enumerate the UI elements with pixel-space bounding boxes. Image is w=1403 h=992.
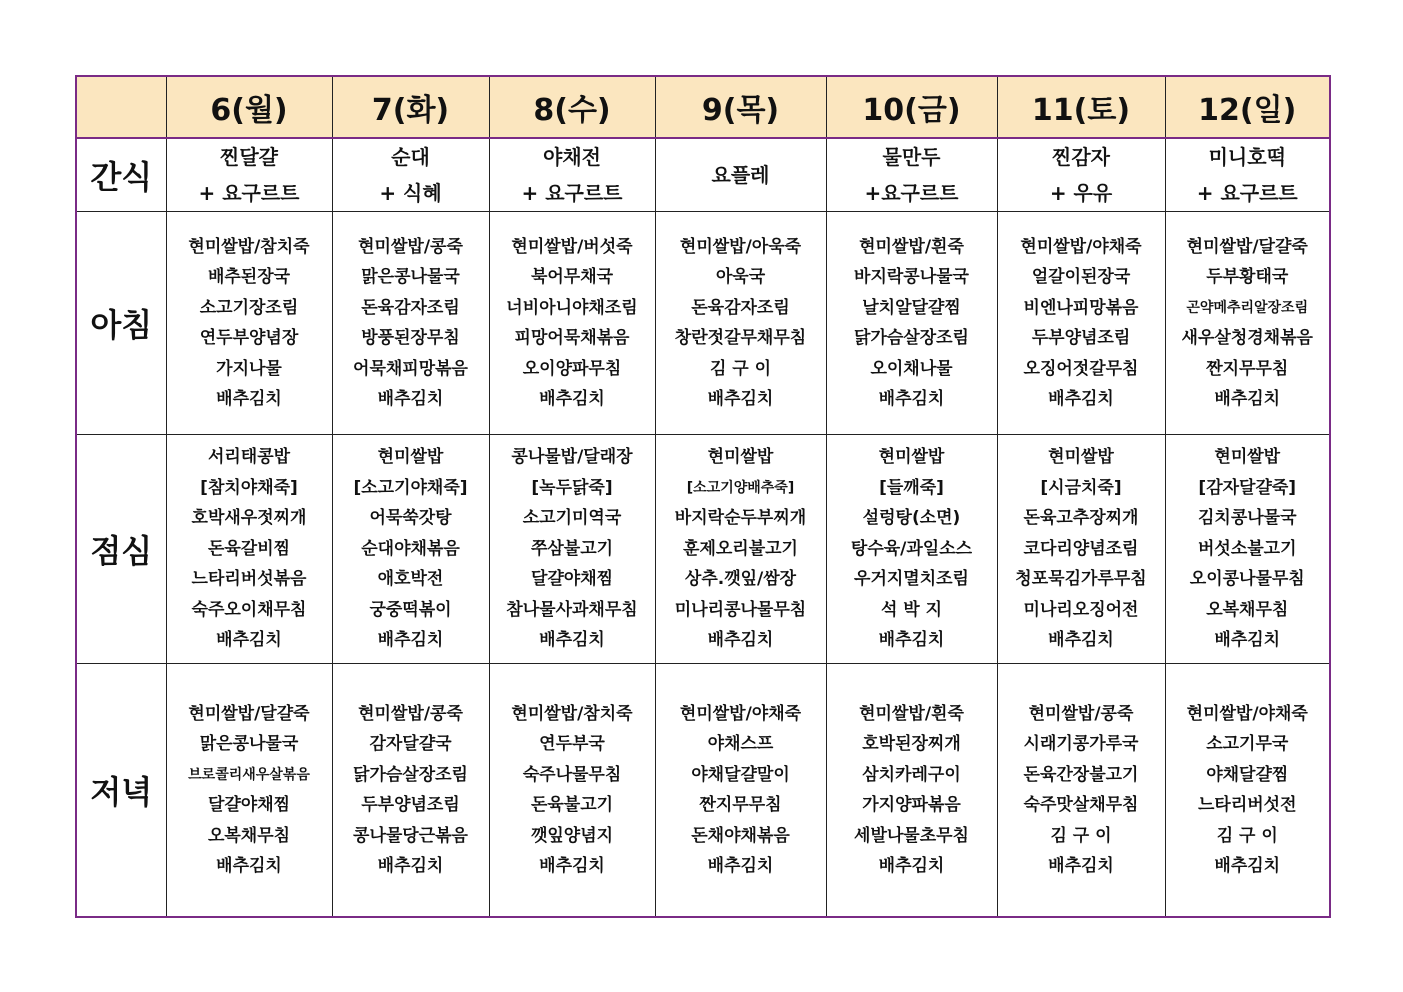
menu-item: + 요구르트: [1196, 181, 1298, 205]
meal-cell: [166, 664, 332, 918]
menu-item: 느타리버섯전: [1197, 795, 1297, 815]
snack-cell: [655, 138, 826, 212]
menu-item: 김 구 이: [1050, 825, 1112, 846]
menu-item: 참나물사과채무침: [506, 599, 638, 620]
menu-item: 소고기장조림: [199, 297, 299, 318]
menu-item: [소고기양배추죽]: [686, 479, 795, 496]
meal-cell: [489, 435, 655, 664]
meal-cell: [997, 212, 1165, 435]
menu-item: 가지양파볶음: [862, 795, 961, 815]
meal-label: 점심: [76, 435, 166, 664]
menu-item: 배추김치: [1048, 630, 1114, 651]
day-header-row: [76, 76, 1330, 138]
meal-row-lunch: [76, 435, 1330, 664]
menu-item: 물만두: [882, 145, 941, 169]
menu-item: 두부양념조림: [1031, 328, 1131, 348]
menu-item: + 요구르트: [198, 181, 300, 205]
menu-item: [녹두닭죽]: [531, 477, 613, 498]
meal-cell: [826, 212, 997, 435]
menu-item: 배추김치: [539, 856, 605, 876]
menu-item: 미나리콩나물무침: [674, 599, 807, 620]
meal-cell: [1165, 435, 1330, 664]
menu-item: 배추김치: [1214, 856, 1281, 876]
menu-item: 느타리버섯볶음: [191, 569, 307, 590]
menu-item: 미나리오징어전: [1023, 599, 1139, 620]
day-header: 6(월): [166, 76, 332, 138]
menu-item: 현미쌀밥/콩죽: [358, 236, 463, 257]
menu-item: 깻잎양념지: [530, 825, 614, 846]
menu-item: 짠지무무침: [1206, 358, 1289, 379]
menu-item: 비엔나피망볶음: [1023, 297, 1139, 318]
menu-item: 곤약메추리알장조림: [1186, 299, 1309, 316]
menu-item: + 요구르트: [521, 181, 623, 205]
meal-cell: [332, 664, 489, 918]
menu-item: + 식혜: [379, 181, 442, 205]
menu-item: 현미쌀밥/참치죽: [188, 236, 310, 257]
menu-item: 닭가슴살장조림: [353, 764, 468, 785]
menu-item: 배추김치: [216, 630, 282, 651]
menu-item: 창란젓갈무채무침: [674, 328, 807, 348]
menu-item: 돈육감자조림: [691, 297, 790, 318]
menu-item: 날치알달걀찜: [862, 297, 961, 318]
menu-item: 요플레: [711, 163, 770, 187]
menu-item: 훈제오리불고기: [683, 538, 798, 559]
menu-item: 코다리양념조림: [1023, 538, 1139, 559]
menu-item: 피망어묵채볶음: [514, 328, 630, 348]
meal-cell: [997, 435, 1165, 664]
menu-item: 찐감자: [1052, 145, 1110, 169]
corner-cell: [76, 76, 166, 138]
meal-label: 간식: [76, 138, 166, 212]
meal-cell: [826, 435, 997, 664]
menu-item: + 우유: [1049, 181, 1113, 205]
menu-item: 배추김치: [878, 856, 945, 876]
menu-item: 현미쌀밥/야채죽: [1186, 703, 1308, 724]
menu-item: 세발나물초무침: [854, 825, 969, 846]
meal-cell: [166, 435, 332, 664]
menu-item: 현미쌀밥: [878, 447, 945, 468]
menu-item: 배추김치: [878, 630, 945, 651]
weekly-menu-table: [75, 75, 1331, 918]
snack-cell: [166, 138, 332, 212]
menu-item: 연두부양념장: [199, 328, 299, 348]
menu-item: 배추김치: [216, 856, 282, 876]
menu-item: 김 구 이: [1216, 825, 1278, 846]
meal-cell: [166, 212, 332, 435]
menu-item: 현미쌀밥: [707, 447, 774, 468]
snack-cell: [1165, 138, 1330, 212]
menu-item: 호박된장찌개: [862, 734, 961, 754]
menu-item: 어묵쑥갓탕: [369, 508, 452, 529]
meal-row-snack: [76, 138, 1330, 212]
menu-item: 브로콜리새우살볶음: [188, 766, 310, 783]
menu-item: 탕수육/과일소스: [850, 538, 973, 559]
snack-cell: [489, 138, 655, 212]
menu-item: 배추김치: [878, 389, 945, 409]
menu-item: 콩나물밥/달래장: [511, 447, 633, 468]
day-header: 12(일): [1165, 76, 1330, 138]
menu-item: 짠지무무침: [699, 795, 782, 815]
menu-item: 아욱국: [715, 267, 766, 287]
menu-item: [참치야채죽]: [200, 477, 298, 498]
meal-cell: [655, 664, 826, 918]
menu-item: 미니호떡: [1208, 145, 1286, 169]
menu-item: 배추김치: [377, 630, 444, 651]
menu-item: 숙주맛살채무침: [1023, 795, 1139, 815]
menu-item: 방풍된장무침: [361, 328, 460, 348]
menu-item: 시래기콩가루국: [1023, 734, 1139, 754]
menu-item: 돈육갈비찜: [207, 538, 291, 559]
meal-label: 아침: [76, 212, 166, 435]
menu-item: 바지락콩나물국: [854, 267, 969, 287]
menu-item: 새우살청경채볶음: [1181, 328, 1313, 348]
menu-item: 소고기무국: [1206, 734, 1289, 754]
menu-item: 현미쌀밥/참치죽: [511, 703, 633, 724]
menu-item: 달걀야채찜: [530, 569, 614, 590]
menu-item: [시금치죽]: [1040, 477, 1122, 498]
menu-item: 돈육불고기: [530, 795, 614, 815]
menu-item: 너비아니야채조림: [506, 297, 638, 318]
menu-item: 궁중떡볶이: [369, 599, 452, 620]
day-header: 9(목): [655, 76, 826, 138]
meal-cell: [332, 212, 489, 435]
menu-item: 석 박 지: [880, 599, 943, 620]
menu-item: 김 구 이: [709, 358, 772, 379]
meal-cell: [826, 664, 997, 918]
menu-item: 배추김치: [377, 389, 444, 409]
menu-item: [들깨죽]: [879, 477, 944, 498]
menu-item: 돈육고추장찌개: [1023, 508, 1139, 529]
menu-item: 청포묵김가루무침: [1015, 569, 1147, 590]
menu-item: 순대: [391, 145, 430, 169]
meal-cell: [655, 212, 826, 435]
menu-item: 가지나물: [216, 358, 282, 379]
menu-item: 현미쌀밥/아욱죽: [679, 236, 802, 257]
menu-item: 북어무채국: [530, 267, 614, 287]
menu-item: 우거지멸치조림: [854, 569, 969, 590]
menu-item: 오이채나물: [870, 358, 953, 379]
menu-item: 오징어젓갈무침: [1023, 358, 1139, 379]
meal-cell: [1165, 212, 1330, 435]
menu-item: 배추된장국: [207, 267, 291, 287]
menu-item: 찐달걀: [220, 145, 278, 169]
day-header: 11(토): [997, 76, 1165, 138]
menu-item: 배추김치: [377, 856, 444, 876]
menu-item: 버섯소불고기: [1197, 538, 1297, 559]
menu-item: 야채달걀말이: [691, 764, 790, 785]
menu-item: 현미쌀밥/흰죽: [859, 236, 964, 257]
meal-label: 저녁: [76, 664, 166, 918]
menu-item: 상추.깻잎/쌈장: [684, 569, 797, 590]
snack-cell: [997, 138, 1165, 212]
menu-item: 설렁탕(소면): [862, 508, 961, 529]
meal-row-dinner: [76, 664, 1330, 918]
menu-item: 돈육감자조림: [361, 297, 460, 318]
menu-item: 야채달걀찜: [1206, 764, 1289, 785]
menu-item: 달걀야채찜: [207, 795, 291, 815]
menu-item: 숙주오이채무침: [191, 599, 307, 620]
menu-item: 쭈삼불고기: [530, 538, 614, 559]
menu-item: 현미쌀밥: [377, 447, 444, 468]
menu-item: 콩나물당근볶음: [353, 825, 468, 846]
menu-item: 현미쌀밥/달걀죽: [188, 703, 310, 724]
meal-cell: [332, 435, 489, 664]
meal-row-breakfast: [76, 212, 1330, 435]
menu-item: 서리태콩밥: [207, 447, 291, 468]
menu-item: 연두부국: [539, 734, 605, 754]
menu-item: 바지락순두부찌개: [674, 508, 807, 529]
menu-item: 얼갈이된장국: [1031, 267, 1131, 287]
menu-item: 현미쌀밥/야채죽: [679, 703, 802, 724]
menu-item: 배추김치: [707, 856, 774, 876]
menu-item: 소고기미역국: [522, 508, 622, 529]
menu-body: [76, 138, 1330, 917]
menu-item: 현미쌀밥/콩죽: [1028, 703, 1134, 724]
meal-cell: [489, 212, 655, 435]
menu-item: 숙주나물무침: [522, 764, 622, 785]
day-header: 10(금): [826, 76, 997, 138]
menu-item: 야채전: [543, 145, 601, 169]
menu-item: 돈육간장불고기: [1023, 764, 1139, 785]
menu-item: 맑은콩나물국: [199, 734, 299, 754]
menu-item: 야채스프: [707, 734, 774, 754]
menu-item: 현미쌀밥/흰죽: [859, 703, 964, 724]
day-header: 7(화): [332, 76, 489, 138]
menu-item: 호박새우젓찌개: [191, 508, 307, 529]
menu-item: 배추김치: [1214, 389, 1281, 409]
menu-item: 두부양념조림: [361, 795, 460, 815]
menu-item: 오복채무침: [1206, 599, 1289, 620]
meal-cell: [1165, 664, 1330, 918]
menu-item: 오이양파무침: [522, 358, 622, 379]
menu-item: [소고기야채죽]: [353, 477, 468, 498]
snack-cell: [332, 138, 489, 212]
meal-cell: [489, 664, 655, 918]
menu-item: 현미쌀밥: [1048, 447, 1114, 468]
menu-item: 배추김치: [1048, 389, 1114, 409]
day-header: 8(수): [489, 76, 655, 138]
snack-cell: [826, 138, 997, 212]
menu-item: +요구르트: [864, 181, 959, 205]
menu-item: 현미쌀밥/버섯죽: [511, 236, 633, 257]
menu-item: 배추김치: [707, 630, 774, 651]
menu-item: 어묵채피망볶음: [353, 358, 468, 379]
menu-item: 현미쌀밥/달걀죽: [1186, 236, 1308, 257]
menu-item: 배추김치: [539, 389, 605, 409]
menu-item: 현미쌀밥: [1214, 447, 1281, 468]
menu-item: 애호박전: [377, 569, 444, 590]
menu-item: 배추김치: [539, 630, 605, 651]
menu-item: 감자달걀국: [369, 734, 452, 754]
menu-item: 삼치카레구이: [862, 764, 961, 785]
menu-item: 배추김치: [707, 389, 774, 409]
menu-item: 현미쌀밥/콩죽: [358, 703, 463, 724]
menu-item: 순대야채볶음: [361, 538, 460, 559]
menu-item: 현미쌀밥/야채죽: [1020, 236, 1142, 257]
menu-item: 오복채무침: [207, 825, 291, 846]
menu-item: 맑은콩나물국: [361, 267, 460, 287]
menu-item: 배추김치: [1048, 856, 1114, 876]
menu-item: 배추김치: [216, 389, 282, 409]
menu-item: 배추김치: [1214, 630, 1281, 651]
meal-cell: [655, 435, 826, 664]
menu-item: 오이콩나물무침: [1189, 569, 1305, 590]
menu-item: 두부황태국: [1206, 267, 1289, 287]
menu-item: 김치콩나물국: [1197, 508, 1297, 529]
menu-item: 돈채야채볶음: [691, 825, 790, 846]
meal-cell: [997, 664, 1165, 918]
menu-item: 닭가슴살장조림: [854, 328, 969, 348]
menu-item: [감자달걀죽]: [1198, 477, 1297, 498]
